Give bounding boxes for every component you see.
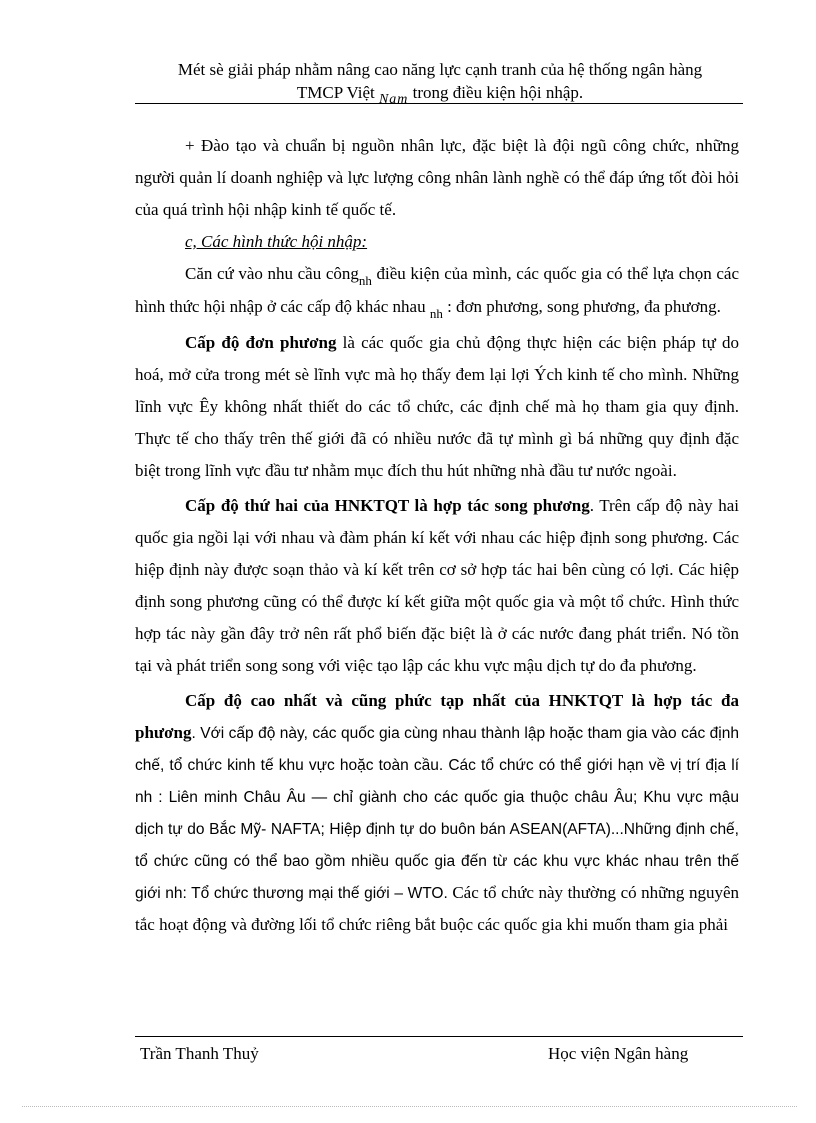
p2-sub-2: nh — [429, 306, 443, 321]
header-script-word: Nam — [378, 92, 409, 107]
header-rule — [135, 103, 743, 104]
header-line-2-a: TMCP Việt — [296, 83, 379, 102]
header-line-1: Mét sè giải pháp nhằm nâng cao năng lực cạnh tranh của hệ thống ngân hàng — [177, 60, 703, 79]
page-edge-dots — [22, 1106, 797, 1107]
paragraph-training: + Đào tạo và chuẩn bị nguồn nhân lực, đặc biệt là đội ngũ công chức, những người quản lí doanh nghiệp và lực lượng công nhân lành nghề có thể đáp ứng tốt đòi hỏi của quá trình hội nhập kinh tế quốc tế. — [135, 136, 739, 219]
section-heading: c, Các hình thức hội nhập: — [185, 232, 368, 251]
footer-author: Trần Thanh Thuỷ — [140, 1044, 259, 1063]
paragraph-multilateral — [135, 685, 739, 941]
p4-rest: . Trên cấp độ này hai quốc gia ngồi lại với nhau và đàm phán kí kết với nhau các hiệp định song phương. Các hiệp định này được soạn thảo và kí kết trên cơ sở hợp tác hai bên cùng có lợi. Các hiệp định song phương cũng có thể được kí kết giữa một quốc gia và một tổ chức. Hình thức hợp tác này gần đây trở nên rất phổ biến đặc biệt là ở các nước đang phát triển. Nó tồn tại và phát triển song song với việc tạo lập các khu vực mậu dịch tự do đa phương. — [135, 496, 739, 675]
p5-bold: Cấp độ cao nhất và cũng phức tạp nhất của HNKTQT là hợp tác đa phương — [135, 691, 739, 742]
p5-rest: Các tổ chức này thường có những nguyên tắc hoạt động và đường lối tổ chức riêng bắt buộc các quốc gia khi muốn tham gia phải — [135, 883, 739, 934]
page-body — [135, 130, 739, 941]
p3-bold: Cấp độ đơn phương — [185, 333, 337, 352]
p3-rest: là các quốc gia chủ động thực hiện các biện pháp tự do hoá, mở cửa trong mét sè lĩnh vực mà họ thấy đem lại lợi Ých kinh tế cho mình. Những lĩnh vực Êy không nhất thiết do các tổ chức, các định chế mà họ tham gia quy định. Thực tế cho thấy trên thế giới đã có nhiều nước đã tự mình gì bá những quy định đặc biệt trong lĩnh vực đầu tư nhằm mục đích thu hút những nhà đầu tư nước ngoài. — [135, 333, 739, 480]
header-line-2-b: trong điều kiện hội nhập. — [408, 83, 584, 102]
p5-sans: . Với cấp độ này, các quốc gia cùng nhau thành lập hoặc tham gia vào các định chế, tổ chức kinh tế khu vực hoặc toàn cầu. Các tổ chức có thể giới hạn về vị trí địa lí nh : Liên minh Châu Âu — chỉ giành cho các quốc gia thuộc châu Âu; Khu vực mậu dịch tự do Bắc Mỹ- NAFTA; Hiệp định tự do buôn bán ASEAN(AFTA)...Những định chế, tổ chức cũng có thể bao gồm nhiều quốc gia đến từ các khu vực khác nhau trên thế giới nh: Tổ chức thương mại thế giới – WTO. — [135, 725, 739, 902]
paragraph-unilateral — [135, 327, 739, 487]
paragraph-forms — [135, 258, 739, 324]
p4-bold: Cấp độ thứ hai của HNKTQT là hợp tác song phương — [185, 496, 590, 515]
p2-c: : đơn phương, song phương, đa phương. — [442, 297, 721, 316]
footer-institution: Học viện Ngân hàng — [548, 1044, 689, 1063]
footer-rule — [135, 1036, 743, 1037]
p2-a: Căn cứ vào nhu cầu công — [185, 264, 359, 283]
p2-sub-1: nh — [358, 273, 372, 288]
p2-b: điều kiện của mình, các quốc gia có thể lựa chọn các hình thức hội nhập ở các cấp độ khác nhau — [135, 264, 739, 316]
paragraph-bilateral — [135, 490, 739, 682]
page-header — [135, 58, 745, 106]
